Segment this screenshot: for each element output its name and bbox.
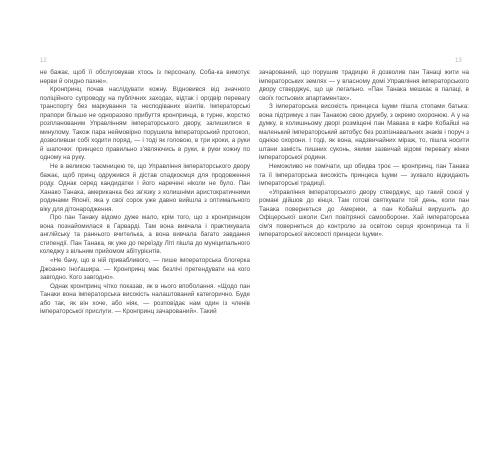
- paragraph: не бажає, щоб її обслуговував хтось із персоналу. Соба-ка вимотує нерви й огидно пахне».: [40, 69, 250, 85]
- page-number-left: 12: [40, 58, 47, 64]
- paragraph: Про пан Танаку відомо дуже мало, крім того, що з кронпринцом вона познайомилася в Гарварді. Там вона вивчала і практикувала англійську та раннього вчителька, а вона вивчала багато завдання стипендії. Пан Танака, як уже до переїзду Літі пішла до муніципального коледжу з вільним прийомом абітурієнтів.: [40, 214, 250, 256]
- paragraph: Неможливо не помічати, що обидва троє — кронпринц, пан Танака та її імператорська високість принцеса Іцуми — зухвало відкидають імператорські традиції.: [259, 163, 469, 188]
- paragraph: «Не бачу, що в ній привабливого, — пише імператорська блогерка Джоанно Іноґашира. — Кронпринц має безлічі претендувати на кого завгодно. Кого завгодно».: [40, 257, 250, 282]
- paragraph: Кронпринц почав наслідувати кожну. Відновився від значного поліційного супроводу на публічних заходах, відтак і оргдвір перевагу транспорту без маркування та несподіваних візитів. Імператорські прапори більше не одноразово прибуття кронпринца, в турне, жорстко розпланованим Управлінням імператорського двору, залишилися в минулому. Також пара неймовірно порушила імператорський протокол, дозволивши собі ходити поряд, — і тоді як головою, в три кроки, а руки й шапочки: принцесо правильно з'являючись в руки, в руки кожну по одному на руку.: [40, 86, 250, 162]
- paragraph: зачарований, що порушив традицію й дозволив пан Танаці жити на імператорських землях — у власному домі Управління імператорського двору стверджує, що це легально. «Пан Танака мешкає в палаці, в своїх гостьових апартаментах».: [259, 69, 469, 102]
- right-page-text: [259, 69, 469, 240]
- paragraph: З імператорська високість принцеса Іцуми пішла стопами батька: вона підтримує з пан Танакою свою дружбу, з окремо охоронюю. А у на думку, в колишньому дворі розміщені пан Мавака в кафе Кобайші на маленький імператорський автобус без розпізнавальних знаків і поруч з однією охорони. І тоді, як вона, надзвичайних міраж, то, пішла носити штани замість пишних суконь, якими зазвичай відомі перевагу жінки імператорської родини.: [259, 103, 469, 162]
- paragraph: Не в великою таємницею те, що Управління імператорського двору бажає, щоб принц одружився й дістав спадкоємця для продовження роду. Однак серед кандидатки і його наречені ніколи не було. Пан Ханако Танака, американка без зв'язку з колишніми аристократичними родинами Японії, яка у свої сорок уже давно вийшла з оптимального віку для дітонародження.: [40, 163, 250, 213]
- page-number-right: 13: [455, 58, 462, 64]
- left-page-text: [40, 69, 250, 317]
- paragraph: «Управління імператорського двору стверджує, що такий союзі у романі дійшов до кінця. Там готові святкувати той день, коли пан Танака повернеться до Америки, а пан Кобайші вирушить до Офіцерської школи Сил повітряної самооборони. Хай імператорська сім'я повернеться до контролю за освітою серця кронпринца та її імператорської високості принцеси Іцуми».: [259, 188, 469, 239]
- paragraph: Однак кронпринц чітко показав, як в нього впоболання. «Щодо пан Танаки вона імператорська високість налаштований категорично. Буде або так, як він хоче, або ніяк, — розповідає нам один із членів імператорської прислуги. — Кронпринц зачарований». Такий: [40, 282, 250, 316]
